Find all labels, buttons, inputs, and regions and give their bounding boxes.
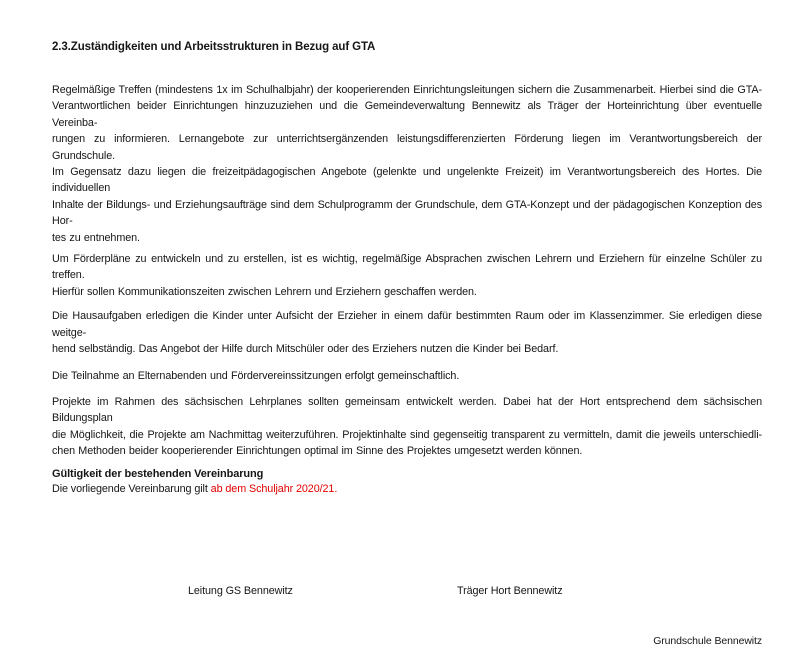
text-line: Die Teilnahme an Elternabenden und Fördervereinssitzungen erfolgt gemeinschaftlich. [52, 369, 460, 382]
paragraph-hausaufgaben [52, 308, 762, 357]
text-line: tes zu entnehmen. [52, 231, 140, 244]
text-line: Regelmäßige Treffen (mindestens 1x im Schulhalbjahr) der kooperierenden Einrichtungsleitungen sichern die Zusammenarbeit. Hierbei sind die GTA- [52, 84, 762, 96]
signature-leitung-gs: Leitung GS Bennewitz [188, 584, 293, 597]
text-line: hend selbständig. Das Angebot der Hilfe durch Mitschüler oder des Erziehers nutzen die Kinder bei Bedarf. [52, 343, 559, 356]
section-title: 2.3.Zuständigkeiten und Arbeitsstrukturen in Bezug auf GTA [52, 41, 376, 53]
text-line: Die Hausaufgaben erledigen die Kinder unter Aufsicht der Erzieher in einem dafür bestimmten Raum oder im Klassenzimmer. Sie erledigen diese weitge- [52, 310, 762, 339]
validity-heading: Gültigkeit der bestehenden Vereinbarung [52, 467, 264, 480]
paragraph-cooperation [52, 82, 762, 246]
paragraph-projekte [52, 394, 762, 460]
text-line: Um Förderpläne zu entwickeln und zu erstellen, ist es wichtig, regelmäßige Absprachen zwischen Lehrern und Erziehern für einzelne Schüler zu treffen. [52, 253, 762, 282]
validity-sentence-text: Die vorliegende Vereinbarung gilt [52, 482, 211, 495]
paragraph-foerderplaene [52, 251, 762, 300]
text-line: Verantwortlichen beider Einrichtungen hinzuzuziehen und die Gemeindeverwaltung Bennewitz als Träger der Horteinrichtung über eventuelle Vereinba- [52, 100, 762, 129]
text-line: chen Methoden beider kooperierender Einrichtungen optimal im Sinne des Projektes umgesetzt werden können. [52, 445, 583, 458]
validity-date-red: ab dem Schuljahr 2020/21. [210, 482, 338, 495]
signature-traeger-hort: Träger Hort Bennewitz [457, 584, 563, 597]
text-line: Im Gegensatz dazu liegen die freizeitpädagogischen Angebote (gelenkte und ungelenkte Freizeit) im Verantwortungsbereich des Hortes. Die individuellen [52, 166, 762, 195]
text-line: Inhalte der Bildungs- und Erziehungsaufträge sind dem Schulprogramm der Grundschule, dem GTA-Konzept und der pädagogischen Konzeption des Hor- [52, 198, 762, 228]
text-line: Projekte im Rahmen des sächsischen Lehrplanes sollten gemeinsam entwickelt werden. Dabei hat der Hort entsprechend dem sächsischen Bildungsplan [52, 395, 762, 425]
validity-sentence [52, 482, 762, 497]
paragraph-teilnahme [52, 368, 762, 384]
text-line: Hierfür sollen Kommunikationszeiten zwischen Lehrern und Erziehern geschaffen werden. [52, 285, 477, 298]
text-line: rungen zu informieren. Lernangebote zur unterrichtsergänzenden leistungsdifferenzierten Förderung liegen im Verantwortungsbereich der Grundschule. [52, 133, 762, 162]
text-line: die Möglichkeit, die Projekte am Nachmittag weiterzuführen. Projektinhalte sind gegenseitig transparent zu vermitteln, damit die jeweils unterschiedli- [52, 428, 762, 441]
footer-school-name: Grundschule Bennewitz [653, 634, 762, 647]
signature-row [52, 584, 762, 598]
